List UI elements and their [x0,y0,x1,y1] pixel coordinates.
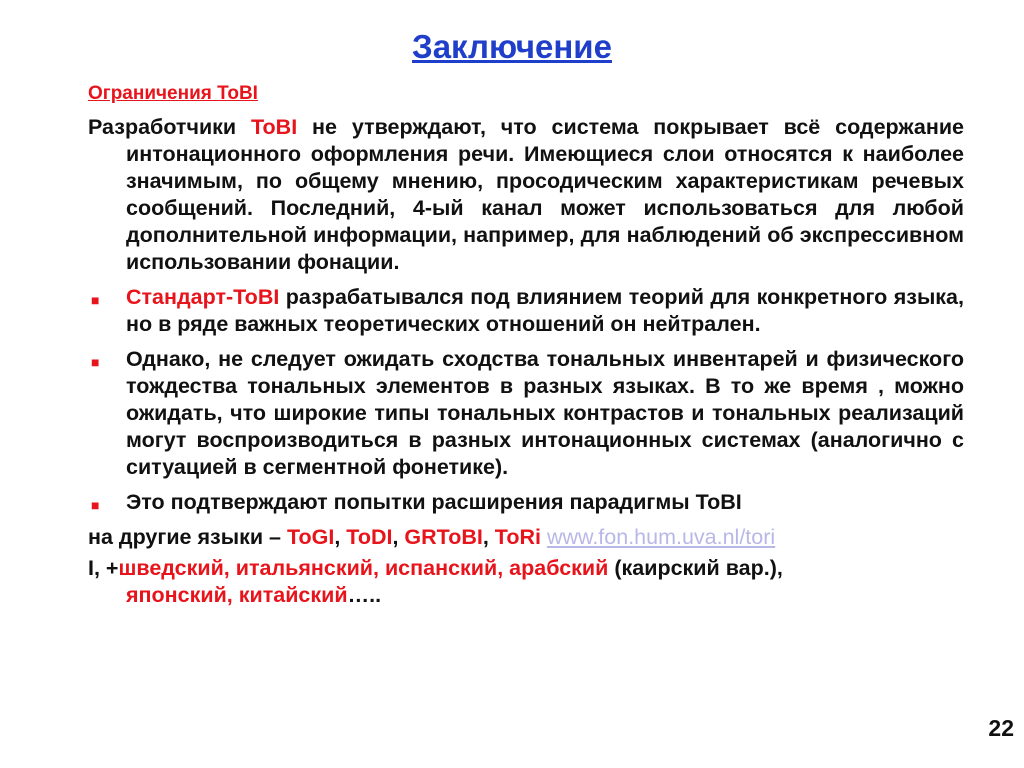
intro-paragraph [88,114,964,276]
languages-red-2: японский, китайский [126,583,348,607]
grtobi-label: GRToBI [404,525,483,549]
tori-link[interactable]: www.fon.hum.uva.nl/tori [546,525,776,549]
sep-2: , [392,525,405,549]
languages-prefix: на другие языки – [88,525,287,549]
languages-middle: (каирский вар.), [608,556,783,580]
languages-suffix: ….. [347,583,382,607]
bullet-1-text: разрабатывался под влиянием теорий для конкретного языка, но в ряде важных теоретических отношений он нейтрален. [126,285,964,336]
languages-red-1: шведский, итальянский, испанский, арабский [118,556,609,580]
intro-part1: Разработчики [88,115,252,139]
slide-content [88,80,964,613]
tori-label: ToRi [494,525,541,549]
last-prefix: I, + [88,556,119,580]
intro-tobi: ToBI [251,115,298,139]
sep-3: , [482,525,495,549]
square-bullet-icon: ■ [91,497,100,513]
languages-line [88,524,964,551]
square-bullet-icon: ■ [91,292,100,308]
todi-label: ToDI [346,525,393,549]
bullet-1-lead: Стандарт-ToBI [126,285,280,309]
subheading: Ограничения ToBI [88,83,258,104]
indent-spacer [88,583,126,607]
bullet-item-1 [88,284,964,338]
sep-1: , [334,525,347,549]
intro-part2: не утверждают, что система покрывает всё содержание интонационного оформления речи. Имеющиеся слои относятся к наиболее значимым, по общему мнению, просодическим характеристикам речевых сообщений. Последний, 4-ый канал может использоваться для любой дополнительной информации, например, для наблюдений об экспрессивном использовании фонации. [126,115,964,274]
bullet-2-text: Однако, не следует ожидать сходства тональных инвентарей и физического тождества тональных элементов в разных языках. В то же время , можно ожидать, что широкие типы тональных контрастов и тональных реализаций могут воспроизводиться в разных интонационных системах (аналогично с ситуацией в сегментной фонетике). [126,347,964,479]
square-bullet-icon: ■ [91,354,100,370]
bullet-item-2 [88,346,964,481]
slide-title: Заключение [412,28,612,65]
bullet-3-text: Это подтверждают попытки расширения парадигмы ToBI [126,490,742,514]
togi-label: ToGI [286,525,335,549]
bullet-item-3 [88,489,964,516]
extension-languages [88,555,964,609]
page-number: 22 [988,715,1014,741]
